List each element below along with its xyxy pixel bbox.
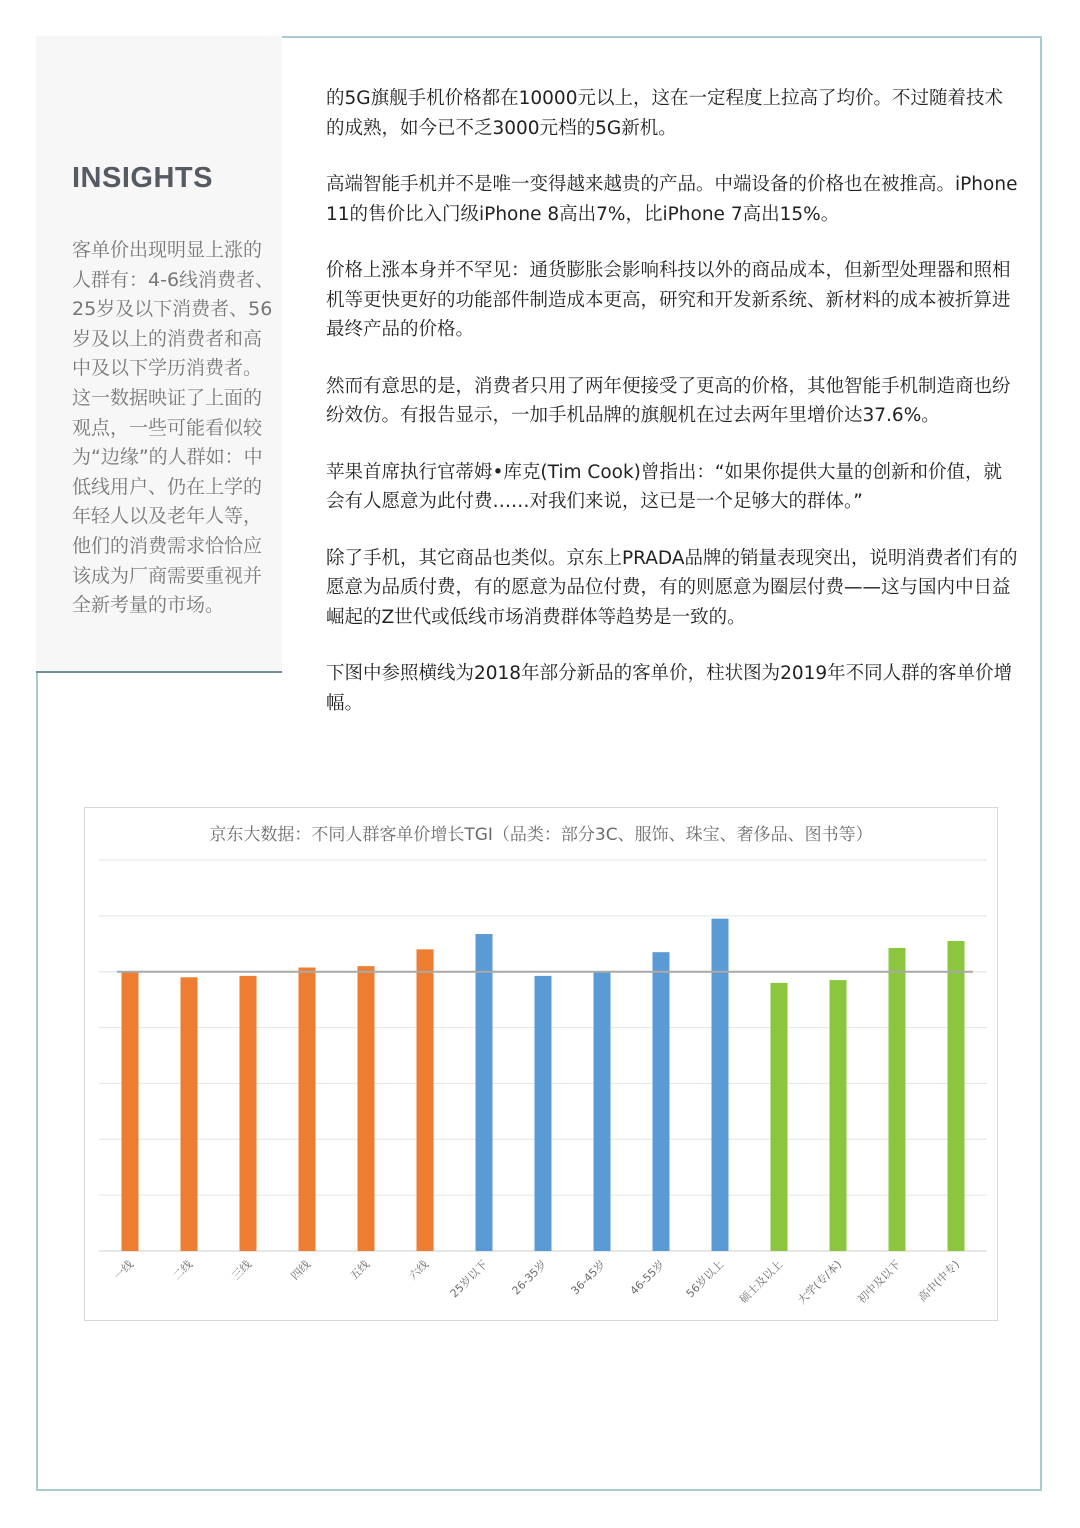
x-tick-label: 六线 <box>406 1257 432 1283</box>
x-tick-label: 25岁以下 <box>447 1257 491 1301</box>
paragraph: 高端智能手机并不是唯一变得越来越贵的产品。中端设备的价格也在被推高。iPhone 11的售价比入门级iPhone 8高出7%，比iPhone 7高出15%。 <box>326 174 1018 225</box>
x-tick-label: 二线 <box>170 1257 196 1283</box>
x-tick-label: 四线 <box>288 1257 314 1283</box>
insights-text: 客单价出现明显上涨的人群有：4-6线消费者、25岁及以下消费者、56岁及以上的消费者和高中及以下学历消费者。这一数据映证了上面的观点，一些可能看似较为“边缘”的人群如：中低线用户、仍在上学的年轻人以及老年人等，他们的消费需求恰恰应该成为厂商需要重视并全新考量的市场。 <box>72 239 275 617</box>
x-tick-label: 硕士及以上 <box>737 1257 786 1307</box>
bar-4 <box>358 966 375 1251</box>
sidebar-divider <box>36 671 282 673</box>
x-tick-label: 36-45岁 <box>568 1257 609 1298</box>
bar-2 <box>240 976 257 1251</box>
paragraph: 下图中参照横线为2018年部分新品的客单价，柱状图为2019年不同人群的客单价增幅。 <box>326 663 1013 714</box>
paragraph: 的5G旗舰手机价格都在10000元以上，这在一定程度上拉高了均价。不过随着技术的成熟，如今已不乏3000元档的5G新机。 <box>326 88 1003 139</box>
x-tick-label: 初中及以下 <box>855 1257 904 1307</box>
bar-13 <box>889 948 906 1251</box>
bar-9 <box>653 952 670 1251</box>
x-tick-label: 三线 <box>229 1257 255 1283</box>
bar-1 <box>181 977 198 1251</box>
paragraph: 苹果首席执行官蒂姆•库克(Tim Cook)曾指出：“如果你提供大量的创新和价值，就会有人愿意为此付费……对我们来说，这已是一个足够大的群体。” <box>326 461 1002 512</box>
bar-12 <box>830 980 847 1251</box>
bar-14 <box>948 941 965 1251</box>
article-body <box>326 84 1018 745</box>
paragraph: 除了手机，其它商品也类似。京东上PRADA品牌的销量表现突出，说明消费者们有的愿意为品质付费，有的愿意为品位付费，有的则愿意为圈层付费——这与国内中日益崛起的Z世代或低线市场消费群体等趋势是一致的。 <box>326 547 1018 628</box>
paragraph: 价格上涨本身并不罕见：通货膨胀会影响科技以外的商品成本，但新型处理器和照相机等更快更好的功能部件制造成本更高，研究和开发新系统、新材料的成本被折算进最终产品的价格。 <box>326 260 1011 340</box>
bar-11 <box>771 983 788 1251</box>
x-tick-label: 26-35岁 <box>509 1257 550 1298</box>
x-tick-label: 56岁以上 <box>683 1257 727 1301</box>
bar-0 <box>122 972 139 1251</box>
chart-canvas <box>85 808 999 1322</box>
bar-8 <box>594 972 611 1251</box>
x-tick-label: 46-55岁 <box>627 1257 668 1298</box>
chart-title: 京东大数据：不同人群客单价增长TGI（品类：部分3C、服饰、珠宝、奢侈品、图书等） <box>209 825 873 845</box>
x-tick-label: 高中(中专) <box>915 1257 963 1305</box>
x-tick-label: 大学(专/本) <box>795 1257 845 1307</box>
bar-chart <box>84 807 998 1321</box>
bar-5 <box>417 949 434 1251</box>
paragraph: 然而有意思的是，消费者只用了两年便接受了更高的价格，其他智能手机制造商也纷纷效仿。有报告显示，一加手机品牌的旗舰机在过去两年里增价达37.6%。 <box>326 375 1011 426</box>
bar-6 <box>476 934 493 1251</box>
x-tick-label: 一线 <box>111 1257 137 1283</box>
insights-heading: INSIGHTS <box>72 162 213 194</box>
x-tick-label: 五线 <box>347 1257 373 1283</box>
bar-7 <box>535 976 552 1251</box>
bar-10 <box>712 919 729 1251</box>
bar-3 <box>299 968 316 1251</box>
